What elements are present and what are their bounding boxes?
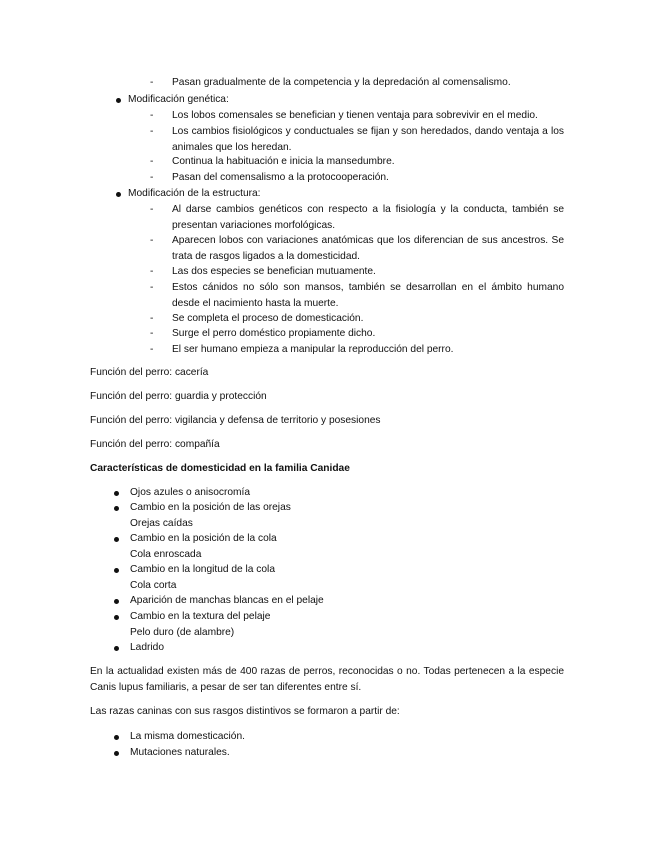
section-heading-caracteristicas: Características de domesticidad en la familia Canidae	[90, 463, 350, 474]
dash-marker: -	[150, 110, 154, 121]
dash-marker: -	[150, 282, 154, 293]
list-item: Surge el perro doméstico propiamente dicho.	[172, 328, 376, 339]
bullet-icon	[114, 615, 119, 620]
dash-marker: -	[150, 328, 154, 339]
dash-marker: -	[150, 235, 154, 246]
list-item: Aparición de manchas blancas en el pelaje	[130, 595, 324, 606]
list-item: Cambio en la textura del pelaje	[130, 611, 271, 622]
list-item: La misma domesticación.	[130, 731, 245, 742]
list-item: Ladrido	[130, 642, 164, 653]
bullet-icon	[114, 568, 119, 573]
funcion-line: Función del perro: compañía	[90, 439, 220, 450]
list-item-sub: Pelo duro (de alambre)	[130, 627, 235, 638]
section-title-estructura: Modificación de la estructura:	[128, 188, 261, 199]
dash-marker: -	[150, 77, 154, 88]
bullet-icon	[116, 192, 121, 197]
list-item: Cambio en la longitud de la cola	[130, 564, 275, 575]
list-item-sub: Cola enroscada	[130, 549, 202, 560]
dash-marker: -	[150, 266, 154, 277]
list-item: Pasan del comensalismo a la protocooperación.	[172, 172, 389, 183]
bullet-icon	[114, 491, 119, 496]
list-item: Ojos azules o anisocromía	[130, 487, 251, 498]
dash-marker: -	[150, 204, 154, 215]
list-item: Las dos especies se benefician mutuamente.	[172, 266, 376, 277]
list-item: Cambio en la posición de las orejas	[130, 502, 291, 513]
list-item: Los lobos comensales se benefician y tienen ventaja para sobrevivir en el medio.	[172, 110, 538, 121]
dash-marker: -	[150, 344, 154, 355]
bullet-icon	[114, 599, 119, 604]
list-item: Aparecen lobos con variaciones anatómicas que los diferencian de sus ancestros. Se trata de rasgos ligados a la domesticidad.	[172, 235, 564, 262]
list-item: Pasan gradualmente de la competencia y la depredación al comensalismo.	[172, 77, 511, 88]
bullet-icon	[114, 751, 119, 756]
list-item: El ser humano empieza a manipular la reproducción del perro.	[172, 344, 454, 355]
list-item: Los cambios fisiológicos y conductuales se fijan y son heredados, dando ventaja a los animales que los heredan.	[172, 126, 564, 153]
bullet-icon	[116, 98, 121, 103]
list-item: Mutaciones naturales.	[130, 747, 230, 758]
list-item: Estos cánidos no sólo son mansos, también se desarrollan en el ámbito humano desde el nacimiento hasta la muerte.	[172, 282, 564, 309]
funcion-line: Función del perro: vigilancia y defensa de territorio y posesiones	[90, 415, 381, 426]
bullet-icon	[114, 537, 119, 542]
origen-intro: Las razas caninas con sus rasgos distintivos se formaron a partir de:	[90, 706, 400, 717]
list-item-sub: Orejas caídas	[130, 518, 193, 529]
list-item: Continua la habituación e inicia la mansedumbre.	[172, 156, 395, 167]
bullet-icon	[114, 646, 119, 651]
list-item: Se completa el proceso de domesticación.	[172, 313, 364, 324]
list-item: Cambio en la posición de la cola	[130, 533, 277, 544]
bullet-icon	[114, 506, 119, 511]
funcion-line: Función del perro: guardia y protección	[90, 391, 267, 402]
bullet-icon	[114, 735, 119, 740]
funcion-line: Función del perro: cacería	[90, 367, 209, 378]
dash-marker: -	[150, 156, 154, 167]
list-item: Al darse cambios genéticos con respecto a la fisiología y la conducta, también se presentan variaciones morfológicas.	[172, 204, 564, 231]
dash-marker: -	[150, 172, 154, 183]
dash-marker: -	[150, 313, 154, 324]
section-title-genetica: Modificación genética:	[128, 94, 229, 105]
dash-marker: -	[150, 126, 154, 137]
paragraph-razas: En la actualidad existen más de 400 razas de perros, reconocidas o no. Todas pertenecen a la especie Canis lupus familiaris, a pesar de ser tan diferentes entre sí.	[90, 666, 564, 693]
list-item-sub: Cola corta	[130, 580, 177, 591]
